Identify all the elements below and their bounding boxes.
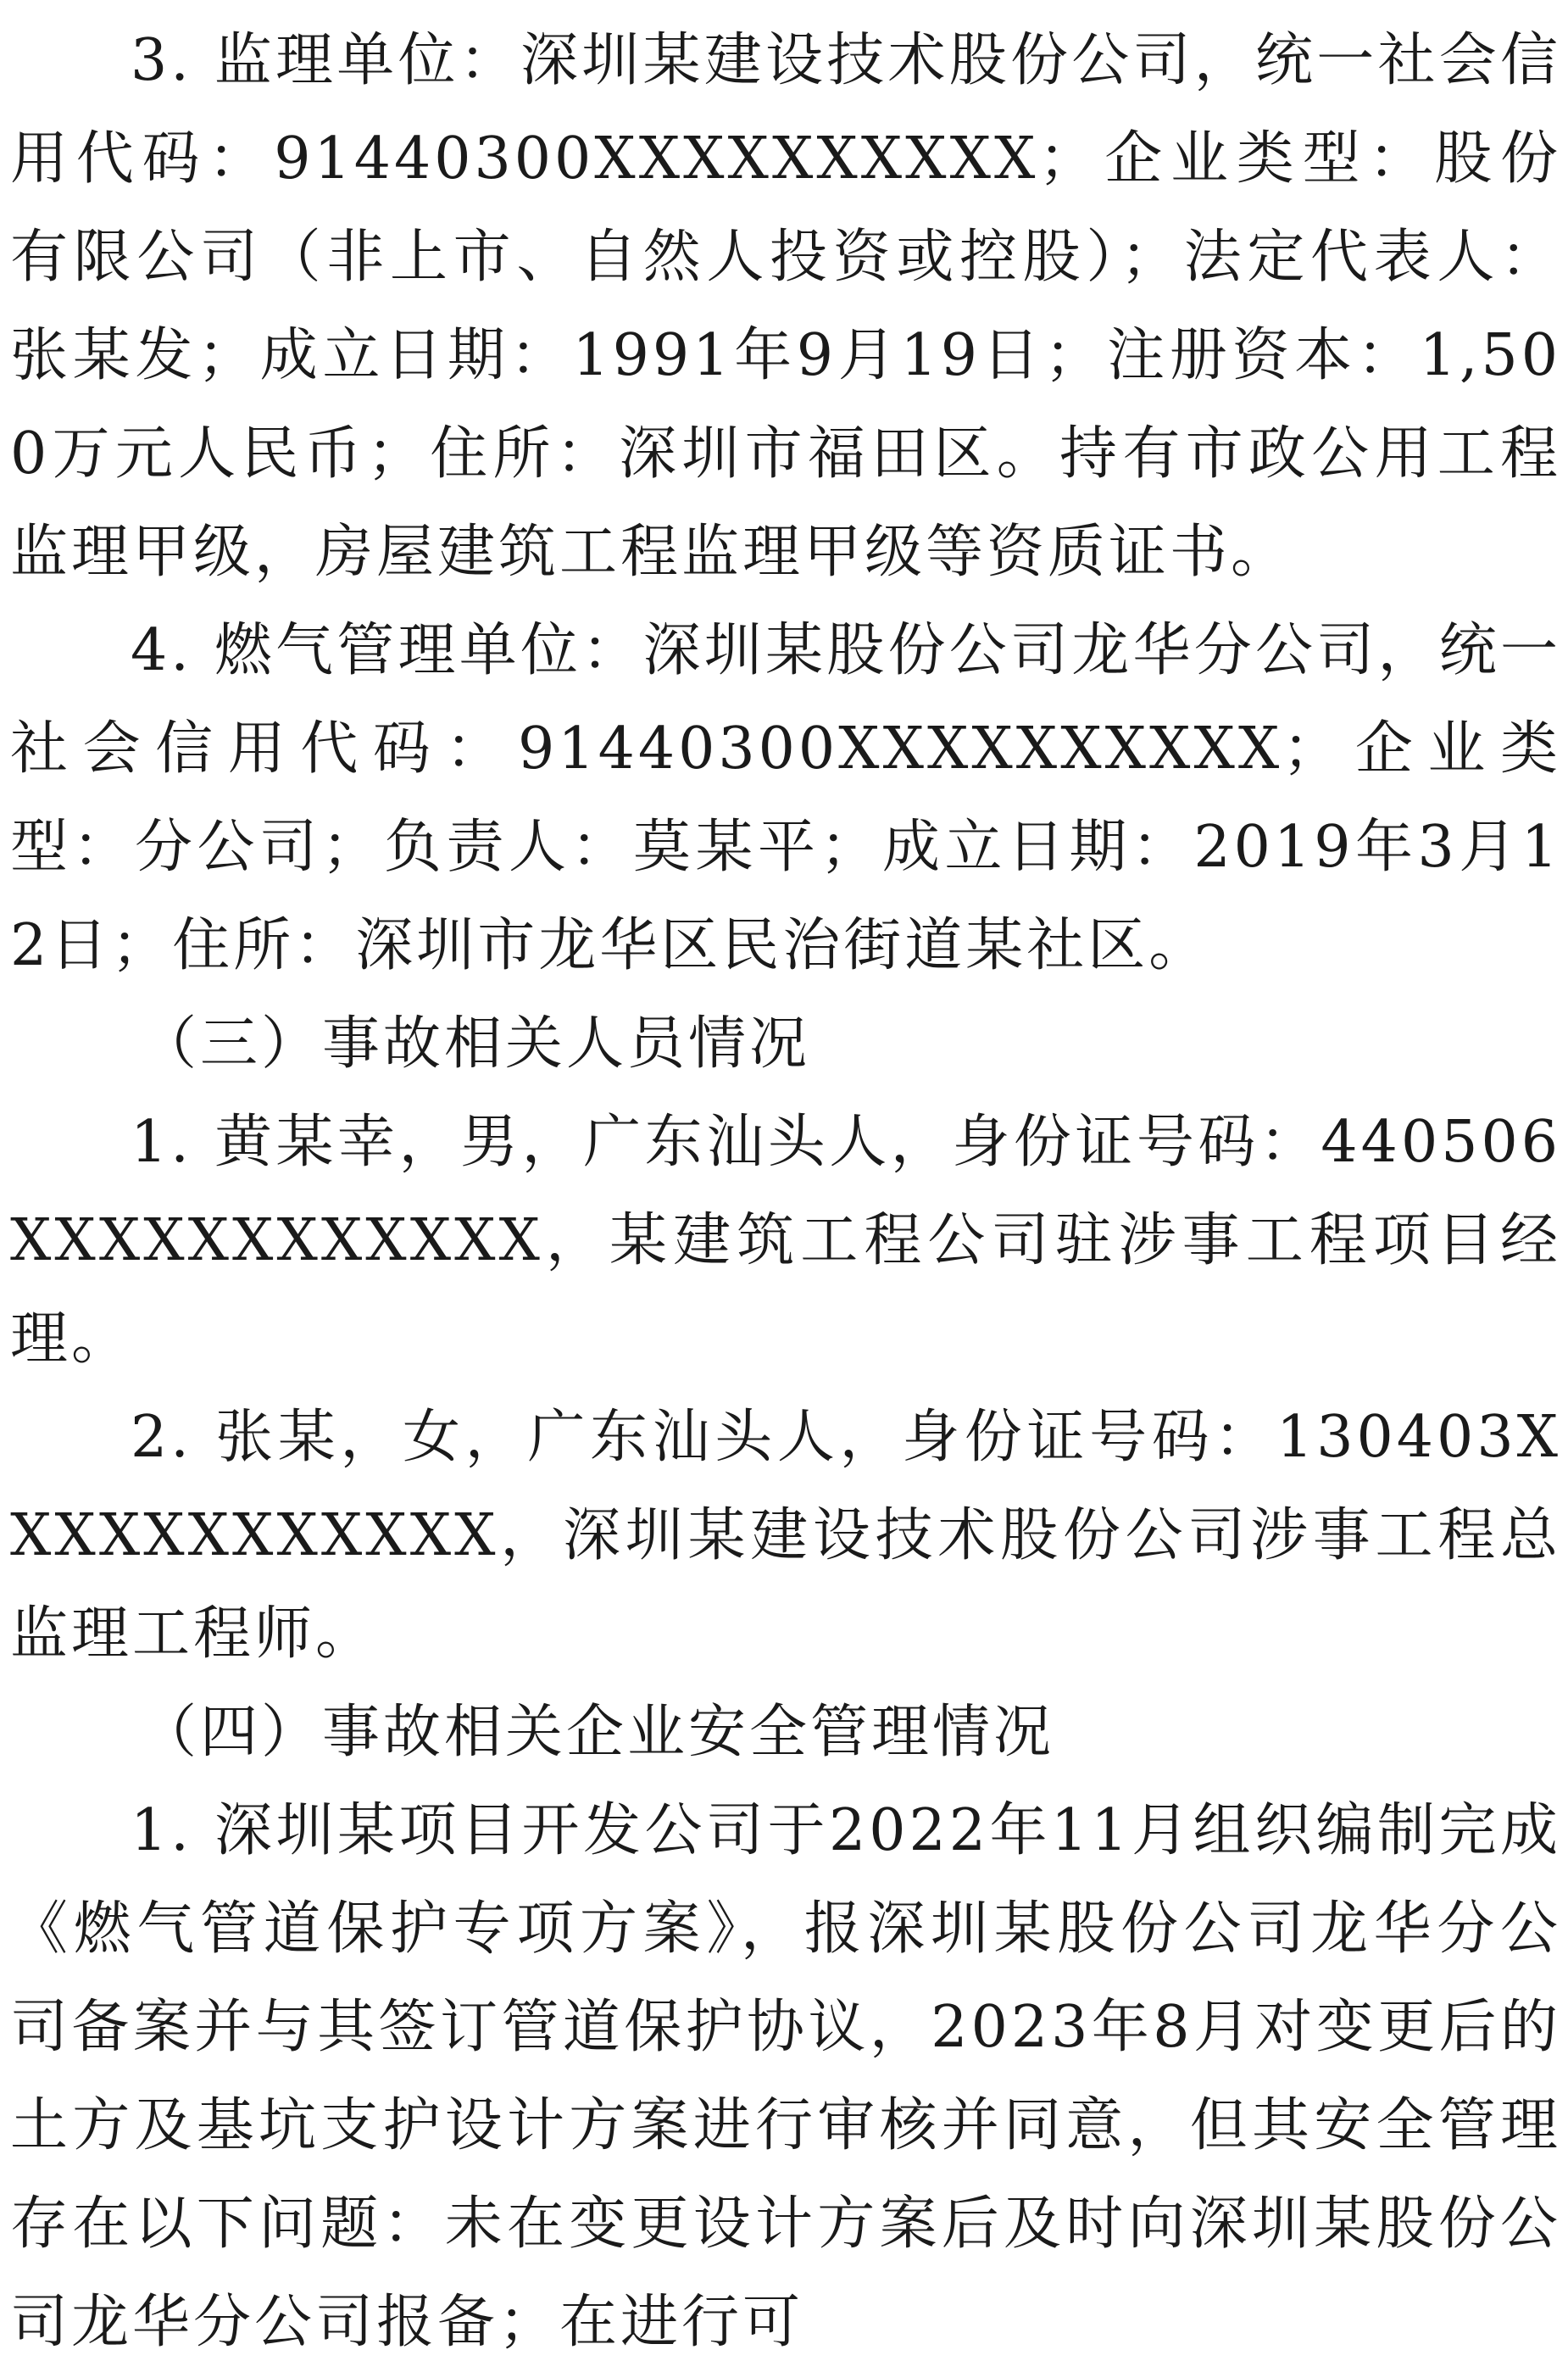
paragraph-supervision-unit: 3. 监理单位：深圳某建设技术股份公司，统一社会信用代码：91440300XXXXXXXXXX；企业类型：股份有限公司（非上市、自然人投资或控股）；法定代表人：张某发；成立日期：1991年9月19日；注册资本：1,500万元人民币；住所：深圳市福田区。持有市政公用工程监理甲级，房屋建筑工程监理甲级等资质证书。 xyxy=(10,27,1561,586)
section-heading-personnel: （三）事故相关人员情况 xyxy=(139,1011,811,1077)
section-heading-safety-management: （四）事故相关企业安全管理情况 xyxy=(139,1699,1055,1766)
paragraph-person-huang: 1. 黄某幸，男，广东汕头人，身份证号码：440506XXXXXXXXXXXX，某建筑工程公司驻涉事工程项目经理。 xyxy=(10,1109,1561,1373)
paragraph-person-zhang: 2. 张某，女，广东汕头人，身份证号码：130403XXXXXXXXXXXX，深圳某建设技术股份公司涉事工程总监理工程师。 xyxy=(10,1404,1561,1668)
paragraph-gas-management-unit: 4. 燃气管理单位：深圳某股份公司龙华分公司，统一社会信用代码：91440300XXXXXXXXXX；企业类型：分公司；负责人：莫某平；成立日期：2019年3月12日；住所：深圳市龙华区民治街道某社区。 xyxy=(10,617,1561,979)
paragraph-developer-safety: 1. 深圳某项目开发公司于2022年11月组织编制完成《燃气管道保护专项方案》，报深圳某股份公司龙华分公司备案并与其签订管道保护协议，2023年8月对变更后的土方及基坑支护设计方案进行审核并同意，但其安全管理存在以下问题：未在变更设计方案后及时向深圳某股份公司龙华分公司报备；在进行可 xyxy=(10,1797,1561,2356)
